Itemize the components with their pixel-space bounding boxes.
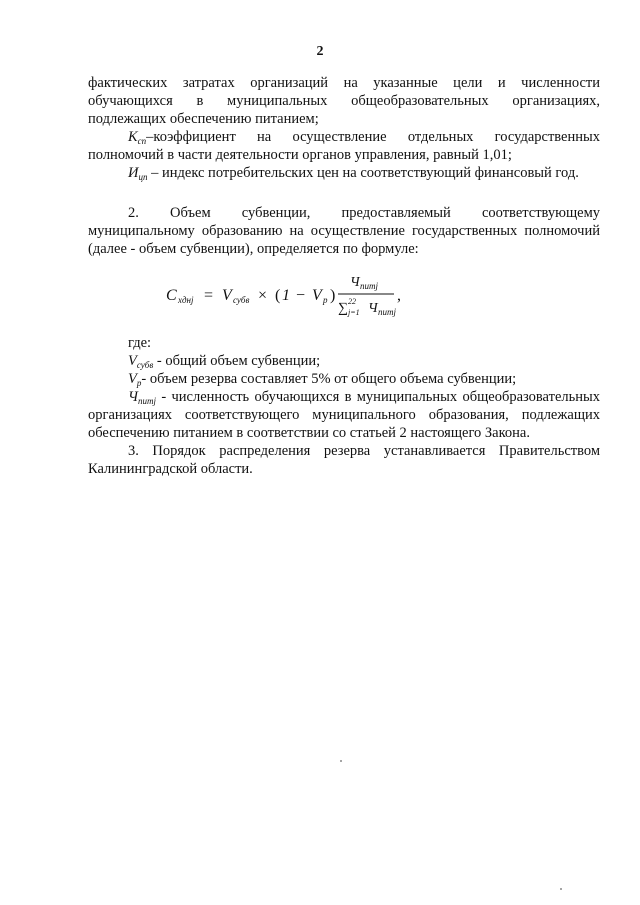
v-reserve-symbol: V	[128, 371, 137, 387]
k-subscript: сп	[137, 136, 147, 146]
formula-paren-close: )	[330, 287, 336, 304]
formula-vp: V	[312, 287, 322, 304]
formula-comma: ,	[397, 287, 401, 304]
students-symbol: Ч	[128, 389, 138, 405]
v-reserve-definition	[88, 370, 600, 388]
formula-vp-sub: р	[323, 295, 328, 305]
formula-minus: −	[296, 287, 306, 304]
formula-sum-upper: 22	[348, 297, 356, 306]
formula-svg	[88, 258, 600, 328]
formula-numerator-sub: питj	[360, 281, 378, 291]
students-subscript: питj	[138, 396, 156, 406]
formula-v1-sub: субв	[233, 295, 250, 305]
students-text: - численность обучающихся в муниципальных общеобразовательных организациях соответствующего муниципального образования, подлежащих обеспечению питанием в соответствии со статьей 2 настоящего Закона.	[88, 389, 600, 441]
cpi-definition	[88, 164, 600, 182]
intro-paragraph: фактических затратах организаций на указанные цели и численности обучающихся в муниципальных общеобразовательных организациях, подлежащих обеспечению питанием;	[88, 75, 600, 127]
v-subv-symbol: V	[128, 353, 137, 369]
formula-one: 1	[282, 287, 290, 304]
distribution-formula	[88, 258, 600, 328]
scan-speck	[560, 888, 562, 890]
k-symbol: К	[128, 129, 138, 145]
page-number: 2	[316, 44, 324, 59]
formula-sum-sign: ∑	[338, 301, 348, 316]
v-reserve-subscript: р	[136, 378, 142, 388]
item-3-paragraph: 3. Порядок распределения резерва устанавливается Правительством Калининградской области.	[88, 443, 600, 477]
document-body	[88, 74, 600, 478]
formula-times: ×	[258, 287, 268, 304]
v-reserve-text: - объем резерва составляет 5% от общего объема субвенции;	[141, 371, 517, 387]
v-subv-subscript: субв	[136, 360, 154, 370]
formula-v1: V	[222, 287, 232, 304]
formula-equals: =	[204, 287, 214, 304]
cpi-subscript: цп	[138, 172, 148, 182]
formula-lhs: С	[166, 287, 177, 304]
v-subv-definition	[88, 352, 600, 370]
formula-numerator: Ч	[350, 275, 360, 290]
where-label: где:	[128, 335, 152, 351]
cpi-definition-text: – индекс потребительских цен на соответствующий финансовый год.	[147, 165, 579, 181]
k-definition-text: –коэффициент на осуществление отдельных государственных полномочий в части деятельности органов управления, равный 1,01;	[88, 129, 600, 163]
formula-paren-open: (	[275, 287, 281, 304]
item-2-paragraph: 2. Объем субвенции, предоставляемый соответствующему муниципальному образованию на осуществление государственных полномочий (далее - объем субвенции), определяется по формуле:	[88, 205, 600, 257]
scan-speck	[340, 760, 342, 762]
formula-lhs-sub: хднj	[178, 295, 194, 305]
formula-sum-lower: j=1	[348, 308, 360, 317]
students-count-definition	[88, 388, 600, 442]
formula-denominator: Ч	[368, 301, 378, 316]
k-coefficient-definition	[88, 128, 600, 164]
formula-denominator-sub: питj	[378, 307, 396, 317]
cpi-symbol: И	[128, 165, 139, 181]
v-subv-text: - общий объем субвенции;	[153, 353, 321, 369]
